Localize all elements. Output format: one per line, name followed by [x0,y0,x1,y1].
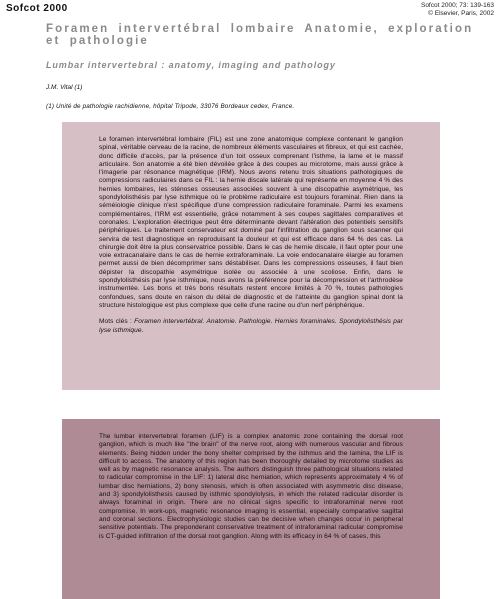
article-title-english: Lumbar intervertebral : anatomy, imaging and pathology [46,60,336,70]
author: J.M. Vital (1) [46,84,83,91]
copyright-notice: © Elsevier, Paris, 2002 [428,10,494,17]
affiliation: (1) Unité de pathologie rachidienne, hôpital Tripode, 33076 Bordeaux cedex, France. [46,103,295,110]
article-title-french: Foramen intervertébral lombaire Anatomie, exploration et pathologie [46,23,474,47]
abstract-english-text: The lumbar intervertebral foramen (LIF) is a complex anatomic zone containing the dorsal root ganglion, which is much like "the brain" of the nerve root, along with numerous vascular and fibrous elements. Being hidden under the bony shelter comprised by the isthmus and the lamina, the LIF is difficult to access. The anatomy of this region has been thoroughly detailed by microtome studies as well as by magnetic resonance analysis. The authors distinguish three pathological situations related to radicular compromise in the LIF: 1) lateral disc herniation, which represents approximately 4 % of lumbar disc herniations, 2) bony stenosis, which is often associated with asymmetric disc disease, and 3) spondylolisthesis caused by isthmic spondylolysis, in which the related radicular disorder is always foraminal in origin. There are no clinical signs specific to intraforaminal nerve root compromise. In work-ups, magnetic resonance imaging is essential, especially comparative sagittal and coronal sections. Electrophysiologic studies can be decisive when changes occur in peripheral sensitive potentials. The preponderant conservative treatment of intraforaminal radicular compromise is CT-guided infiltration of the dorsal root ganglion. Along with its efficacy in 64 % of cases, this [99,433,403,540]
abstract-french-text: Le foramen intervertébral lombaire (FIL) est une zone anatomique complexe contenant le ganglion spinal, véritable cerveau de la racine, de nombreux éléments vasculaires et fibreux, et qui est cachée, donc difficile d'accès, par la présence d'un toit osseux comprenant l'isthme, la lame et le massif articulaire. Son anatomie a été bien dévoilée grâce à des coupes au microtome, mais aussi grâce à l'imagerie par résonance magnétique (IRM). Nous avons retenu trois situations pathologiques de compressions radiculaires dans ce FIL : la hernie discale latérale qui représente en moyenne 4 % des hernies lombaires, les sténoses osseuses associées souvent à une discopathie asymétrique, les spondylolisthésis par lyse isthmique où le problème radiculaire est toujours foraminal. Rien dans la séméiologie clinique n'est spécifique d'une compression radiculaire foraminale. Parmi les examens complémentaires, l'IRM est essentielle, grâce notamment à ses coupes sagittales comparatives et coronales. L'exploration électrique peut être déterminante devant l'altération des potentiels sensitifs périphériques. Le traitement conservateur est dominé par l'infiltration du ganglion sous scanner qui servira de test diagnostique en reproduisant la douleur et qui est efficace dans 64 % des cas. La chirurgie doit être la plus conservatrice possible. Dans le cas de hernie discale, il faut opter pour une voie extracanalaire dans le cas de hernie extraforaminale. La voie endocanalaire élargie au foramen permet aussi de bien décomprimer sans déstabiliser. Dans les compressions osseuses, il faut bien dépister la discopathie asymétrique isolée ou associée à une scoliose. Enfin, dans le spondylolisthésis par lyse isthmique, nous avons la préférence pour la décompression et l'arthrodèse instrumentée. Les bons et très bons résultats restent encore limités à 70 %, toutes pathologies confondues, sans doute en raison du délai de diagnostic et de l'atteinte du ganglion spinal dont la structure histologique est plus complexe que celle d'une racine ou d'un nerf périphérique. [99,136,403,309]
keywords-list: Foramen intervertébral. Anatomie. Pathologie. Hernies foraminales. Spondylolisthésis par lyse isthmique. [99,318,403,334]
citation [421,2,494,18]
keywords-label: Mots clés : [99,318,135,326]
abstract-french [62,122,440,390]
keywords [99,318,403,335]
journal-name: Sofcot 2000 [6,3,68,14]
abstract-english [62,419,440,599]
citation-reference: Sofcot 2000; 73: 139-163 [420,2,494,9]
